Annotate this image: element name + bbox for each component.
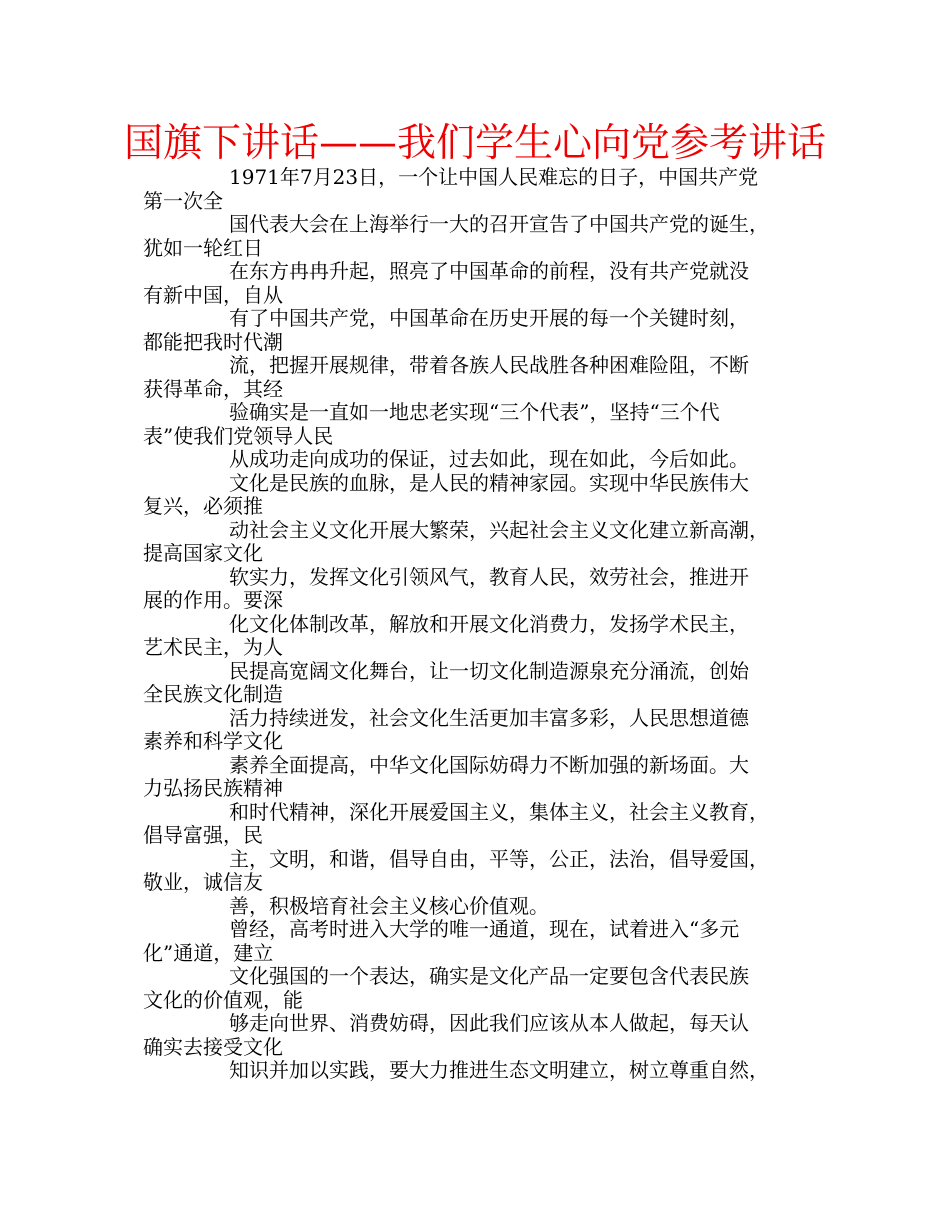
body-line: 有新中国，自从 [143, 283, 283, 307]
body-line: 和时代精神，深化开展爱国主义，集体主义，社会主义教育， [229, 800, 769, 824]
body-line: 从成功走向成功的保证，过去如此，现在如此，今后如此。 [229, 448, 749, 471]
body-line: 曾经，高考时进入大学的唯一通道，现在，试着进入“多元 [229, 918, 740, 941]
body-line: 国代表大会在上海举行一大的召开宣告了中国共产党的诞生， [229, 213, 769, 236]
body-line: 获得革命，其经 [143, 377, 283, 401]
body-line: 确实去接受文化 [143, 1035, 283, 1059]
body-line: 敬业，诚信友 [143, 871, 263, 894]
body-line: 艺术民主，为人 [143, 636, 283, 659]
body-line: 文化强国的一个表达，确实是文化产品一定要包含代表民族 [229, 965, 749, 988]
body-line: 素养和科学文化 [143, 730, 283, 753]
body-line: 验确实是一直如一地忠老实现“三个代表”，坚持“三个代 [229, 401, 720, 424]
body-line: 知识并加以实践，要大力推进生态文明建立，树立尊重自然， [229, 1059, 769, 1082]
body-line: 全民族文化制造 [143, 683, 283, 706]
body-line: 动社会主义文化开展大繁荣，兴起社会主义文化建立新高潮， [229, 518, 769, 542]
body-line: 善，积极培育社会主义核心价值观。 [229, 894, 549, 918]
body-line: 活力持续迸发，社会文化生活更加丰富多彩，人民思想道德 [229, 706, 749, 730]
document-body [143, 166, 813, 1083]
body-line: 有了中国共产党，中国革命在历史开展的每一个关键时刻， [229, 307, 749, 330]
body-line: 第一次全 [143, 189, 223, 213]
body-line: 倡导富强，民 [143, 824, 263, 847]
body-line: 够走向世界、消费妨碍，因此我们应该从本人做起，每天认 [229, 1012, 749, 1035]
body-line: 都能把我时代潮 [143, 330, 283, 354]
body-line: 化”通道，建立 [143, 941, 274, 965]
body-line: 文化是民族的血脉，是人民的精神家园。实现中华民族伟大 [229, 471, 749, 495]
body-line: 表”使我们党领导人民 [143, 424, 334, 448]
body-line: 犹如一轮红日 [143, 236, 263, 260]
document-title: 国旗下讲话——我们学生心向党参考讲话 [123, 121, 826, 166]
body-line: 力弘扬民族精神 [143, 777, 283, 800]
body-line: 1971年7月23日，一个让中国人民难忘的日子，中国共产党 [229, 166, 759, 189]
body-line: 化文化体制改革，解放和开展文化消费力，发扬学术民主， [229, 612, 749, 636]
body-line: 复兴，必须推 [143, 495, 263, 518]
body-line: 主，文明，和谐，倡导自由，平等，公正，法治，倡导爱国， [229, 847, 769, 871]
body-line: 提高国家文化 [143, 542, 263, 565]
body-line: 民提高宽阔文化舞台，让一切文化制造源泉充分涌流，创始 [229, 659, 749, 683]
body-line: 素养全面提高，中华文化国际妨碍力不断加强的新场面。大 [229, 753, 749, 777]
body-line: 软实力，发挥文化引领风气，教育人民，效劳社会，推进开 [229, 565, 749, 589]
body-line: 展的作用。要深 [143, 589, 283, 612]
body-line: 流，把握开展规律，带着各族人民战胜各种困难险阻，不断 [229, 354, 749, 377]
body-line: 在东方冉冉升起，照亮了中国革命的前程，没有共产党就没 [229, 260, 749, 283]
body-line: 文化的价值观，能 [143, 988, 303, 1012]
